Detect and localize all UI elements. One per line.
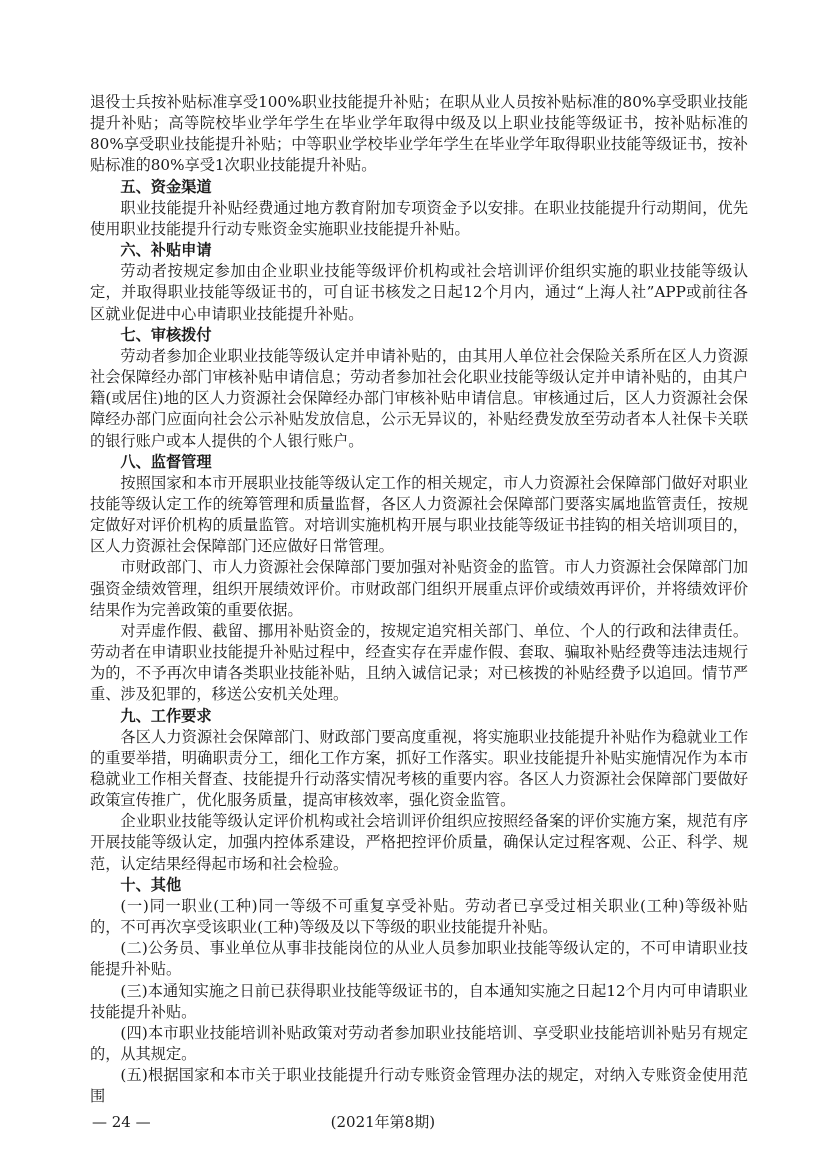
page-footer	[92, 1112, 752, 1133]
section-heading: 七、审核拨付	[120, 325, 212, 344]
paragraph: 按照国家和本市开展职业技能等级认定工作的相关规定，市人力资源社会保障部门做好对职业技能等级认定工作的统筹管理和质量监督，各区人力资源社会保障部门要落实属地监管责任，按规定做好对评价机构的质量监管。对培训实施机构开展与职业技能等级证书挂钩的相关培训项目的，区人力资源社会保障部门还应做好日常管理。	[90, 473, 748, 556]
paragraph: 劳动者按规定参加由企业职业技能等级评价机构或社会培训评价组织实施的职业技能等级认定，并取得职业技能等级证书的，可自证书核发之日起12个月内，通过“上海人社”APP或前往各区就业促进中心申请职业技能提升补贴。	[90, 262, 748, 323]
paragraph: (二)公务员、事业单位从事非技能岗位的从业人员参加职业技能等级认定的，不可申请职业技能提升补贴。	[90, 939, 748, 979]
section-heading: 九、工作要求	[120, 706, 212, 725]
document-body	[90, 92, 748, 1108]
paragraph: 市财政部门、市人力资源社会保障部门要加强对补贴资金的监管。市人力资源社会保障部门加强资金绩效管理，组织开展绩效评价。市财政部门组织开展重点评价或绩效再评价，并将绩效评价结果作为完善政策的重要依据。	[90, 558, 748, 619]
paragraph: 劳动者参加企业职业技能等级认定并申请补贴的，由其用人单位社会保险关系所在区人力资源社会保障经办部门审核补贴申请信息；劳动者参加社会化职业技能等级认定并申请补贴的，由其户籍(或居住)地的区人力资源社会保障经办部门审核补贴申请信息。审核通过后，区人力资源社会保障经办部门应面向社会公示补贴发放信息，公示无异议的，补贴经费发放至劳动者本人社保卡关联的银行账户或本人提供的个人银行账户。	[90, 346, 748, 450]
section-heading: 五、资金渠道	[120, 177, 212, 196]
paragraph: 各区人力资源社会保障部门、财政部门要高度重视，将实施职业技能提升补贴作为稳就业工作的重要举措，明确职责分工，细化工作方案，抓好工作落实。职业技能提升补贴实施情况作为本市稳就业工作相关督查、技能提升行动落实情况考核的重要内容。各区人力资源社会保障部门要做好政策宣传推广，优化服务质量，提高审核效率，强化资金监管。	[90, 727, 748, 810]
section-heading: 十、其他	[120, 875, 182, 894]
paragraph: (一)同一职业(工种)同一等级不可重复享受补贴。劳动者已享受过相关职业(工种)等级补贴的，不可再次享受该职业(工种)等级及以下等级的职业技能提升补贴。	[90, 896, 748, 937]
paragraph: 企业职业技能等级认定评价机构或社会培训评价组织应按照经备案的评价实施方案，规范有序开展技能等级认定，加强内控体系建设，严格把控评价质量，确保认定过程客观、公正、科学、规范，认定结果经得起市场和社会检验。	[90, 812, 748, 873]
page-number: — 24 —	[92, 1112, 151, 1131]
paragraph: 职业技能提升补贴经费通过地方教育附加专项资金予以安排。在职业技能提升行动期间，优先使用职业技能提升行动专账资金实施职业技能提升补贴。	[90, 198, 748, 238]
paragraph: (三)本通知实施之日前已获得职业技能等级证书的，自本通知实施之日起12个月内可申请职业技能提升补贴。	[90, 981, 748, 1021]
paragraph: 对弄虚作假、截留、挪用补贴资金的，按规定追究相关部门、单位、个人的行政和法律责任。劳动者在申请职业技能提升补贴过程中，经查实存在弄虚作假、套取、骗取补贴经费等违法违规行为的，不予再次申请各类职业技能补贴，且纳入诚信记录；对已核拨的补贴经费予以追回。情节严重、涉及犯罪的，移送公安机关处理。	[90, 621, 748, 704]
section-heading: 八、监督管理	[120, 452, 212, 471]
section-heading: 六、补贴申请	[120, 241, 212, 260]
paragraph: (四)本市职业技能培训补贴政策对劳动者参加职业技能培训、享受职业技能培训补贴另有规定的，从其规定。	[90, 1023, 748, 1064]
paragraph: 退役士兵按补贴标准享受100%职业技能提升补贴；在职从业人员按补贴标准的80%享受职业技能提升补贴；高等院校毕业学年学生在毕业学年取得中级及以上职业技能等级证书，按补贴标准的80%享受职业技能提升补贴；中等职业学校毕业学年学生在毕业学年取得职业技能等级证书，按补贴标准的80%享受1次职业技能提升补贴。	[90, 93, 748, 175]
paragraph: (五)根据国家和本市关于职业技能提升行动专账资金管理办法的规定，对纳入专账资金使用范围	[90, 1066, 748, 1106]
issue-label: (2021年第8期)	[330, 1112, 436, 1131]
